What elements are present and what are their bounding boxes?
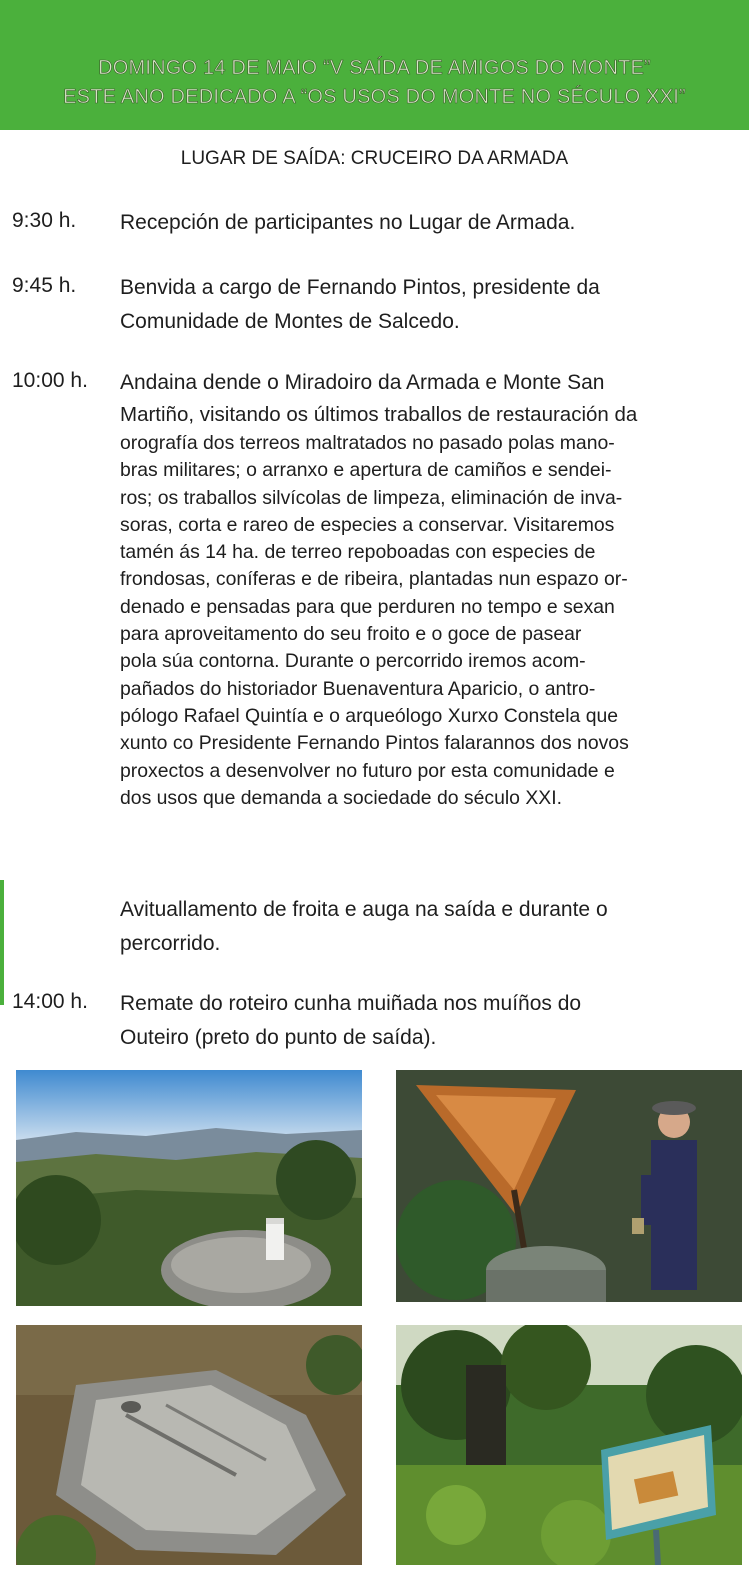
schedule-line: para aproveitamento do seu froito e o goce de pasear [120,623,582,646]
schedule-line: tamén ás 14 ha. de terreo repoboadas con especies de [120,541,596,564]
schedule-line: pola súa contorna. Durante o percorrido iremos acom- [120,650,586,673]
schedule-item-1000 [120,366,735,812]
left-accent-bar [0,880,4,1005]
schedule-line: bras militares; o arranxo e apertura de camiños e sendei- [120,459,612,482]
time-1000: 10:00 h. [12,369,88,392]
schedule-line: Martiño, visitando os últimos traballos de restauración da [120,403,638,426]
schedule-line: orografía dos terreos maltratados no pasado polas mano- [120,432,615,454]
photo-mountain-landmark [16,1070,362,1306]
photo-mill-and-miller [396,1070,742,1302]
schedule-item-0945 [120,271,735,339]
photo-forest-sign [396,1325,742,1565]
header-title-line-1: DOMINGO 14 DE MAIO “V SAÍDA DE AMIGOS DO MONTE” [98,57,651,79]
schedule-line: denado e pensadas para que perduren no tempo e sexan [120,595,615,618]
schedule-line: Outeiro (preto do punto de saída). [120,1026,437,1049]
schedule-line: pañados do historiador Buenaventura Aparicio, o antro- [120,677,596,700]
photo-rock-outcrop [16,1325,362,1565]
schedule-item-0930 [120,206,735,240]
schedule-line: frondosas, coníferas e de ribeira, plantadas nun espazo or- [120,568,628,591]
schedule-line: xunto co Presidente Fernando Pintos falarannos dos novos [120,732,629,755]
time-1400: 14:00 h. [12,990,88,1013]
schedule-line: Benvida a cargo de Fernando Pintos, presidente da [120,276,600,299]
schedule-line: dos usos que demanda a sociedade do século XXI. [120,786,562,809]
schedule-line: pólogo Rafael Quintía e o arqueólogo Xurxo Constela que [120,704,619,727]
departure-place: LUGAR DE SAÍDA: CRUCEIRO DA ARMADA [180,148,569,169]
time-0945: 9:45 h. [12,274,77,297]
schedule-item-supplies [120,893,735,961]
schedule-line: Comunidade de Montes de Salcedo. [120,310,460,333]
schedule-line: ros; os traballos silvícolas de limpeza, eliminación de inva- [120,486,623,509]
schedule-line: Avituallamento de froita e auga na saída e durante o [120,898,608,921]
schedule-line: Andaina dende o Miradoiro da Armada e Monte San [120,371,605,394]
schedule-line: percorrido. [120,932,221,955]
schedule-line: Remate do roteiro cunha muiñada nos muíños do [120,992,582,1015]
time-0930: 9:30 h. [12,209,77,232]
schedule-line: proxectos a desenvolver no futuro por esta comunidade e [120,759,615,782]
schedule-item-1400 [120,987,735,1055]
schedule-line: Recepción de participantes no Lugar de Armada. [120,211,576,234]
header-title-line-2: ESTE ANO DEDICADO A “OS USOS DO MONTE NO SÉCULO XXI” [63,86,686,108]
header-banner [0,0,749,130]
schedule-line: soras, corta e rareo de especies a conservar. Visitaremos [120,513,615,536]
